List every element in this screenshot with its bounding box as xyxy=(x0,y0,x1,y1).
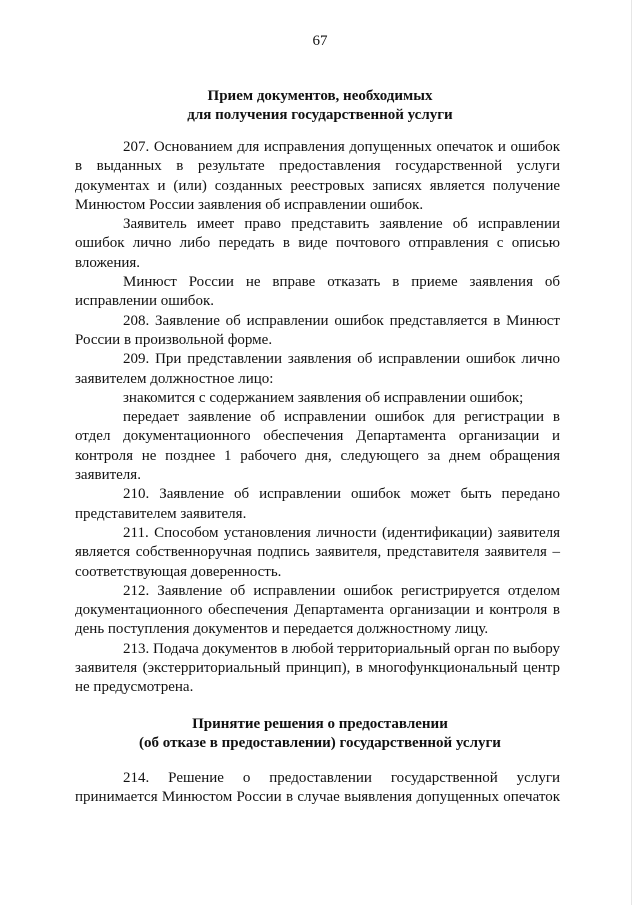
paragraph-211: 211. Способом установления личности (идентификации) заявителя является собственноручная подпись заявителя, представителя заявителя – соответствующая доверенность. xyxy=(75,524,560,580)
paragraph-214: 214. Решение о предоставлении государственной услуги принимается Минюстом России в случае выявления допущенных опечаток xyxy=(75,770,560,806)
page-number: 67 xyxy=(312,33,328,49)
section-heading-1-line1: Прием документов, необходимых xyxy=(207,88,433,104)
section-heading-2-line2: (об отказе в предоставлении) государственной услуги xyxy=(139,735,501,751)
section-2-body xyxy=(75,769,560,808)
paragraph-209: 209. При представлении заявления об исправлении ошибок лично заявителем должностное лицо: xyxy=(75,351,560,387)
paragraph-212: 212. Заявление об исправлении ошибок регистрируется отделом документационного обеспечения Департамента организации и контроля в день поступления документов и передается должностному лицу. xyxy=(75,582,560,638)
scan-edge-line xyxy=(631,0,632,905)
paragraph-207: 207. Основанием для исправления допущенных опечаток и ошибок в выданных в результате предоставления государственной услуги документах и (или) созданных реестровых записях является получение Минюстом России заявления об исправлении ошибок. xyxy=(75,139,560,213)
section-heading-1-line2: для получения государственной услуги xyxy=(187,107,453,123)
paragraph-no-refusal: Минюст России не вправе отказать в приеме заявления об исправлении ошибок. xyxy=(75,274,560,310)
section-heading-1 xyxy=(60,87,580,125)
section-heading-2 xyxy=(60,715,580,753)
section-heading-2-line1: Принятие решения о предоставлении xyxy=(192,716,448,732)
paragraph-213: 213. Подача документов в любой территориальный орган по выбору заявителя (экстерриториальный принцип), в многофункциональный центр не предусмотрена. xyxy=(75,640,560,696)
paragraph-209-item-2: передает заявление об исправлении ошибок для регистрации в отдел документационного обеспечения Департамента организации и контроля не позднее 1 рабочего дня, следующего за днем обращения заявителя. xyxy=(75,409,560,484)
paragraph-210: 210. Заявление об исправлении ошибок может быть передано представителем заявителя. xyxy=(75,486,560,522)
paragraph-209-item-1: знакомится с содержанием заявления об исправлении ошибок; xyxy=(123,389,524,406)
paragraph-applicant-right: Заявитель имеет право представить заявление об исправлении ошибок лично либо передать в виде почтового отправления с описью вложения. xyxy=(75,216,560,271)
paragraph-208: 208. Заявление об исправлении ошибок представляется в Минюст России в произвольной форме. xyxy=(75,312,560,348)
section-1-body xyxy=(75,138,560,698)
